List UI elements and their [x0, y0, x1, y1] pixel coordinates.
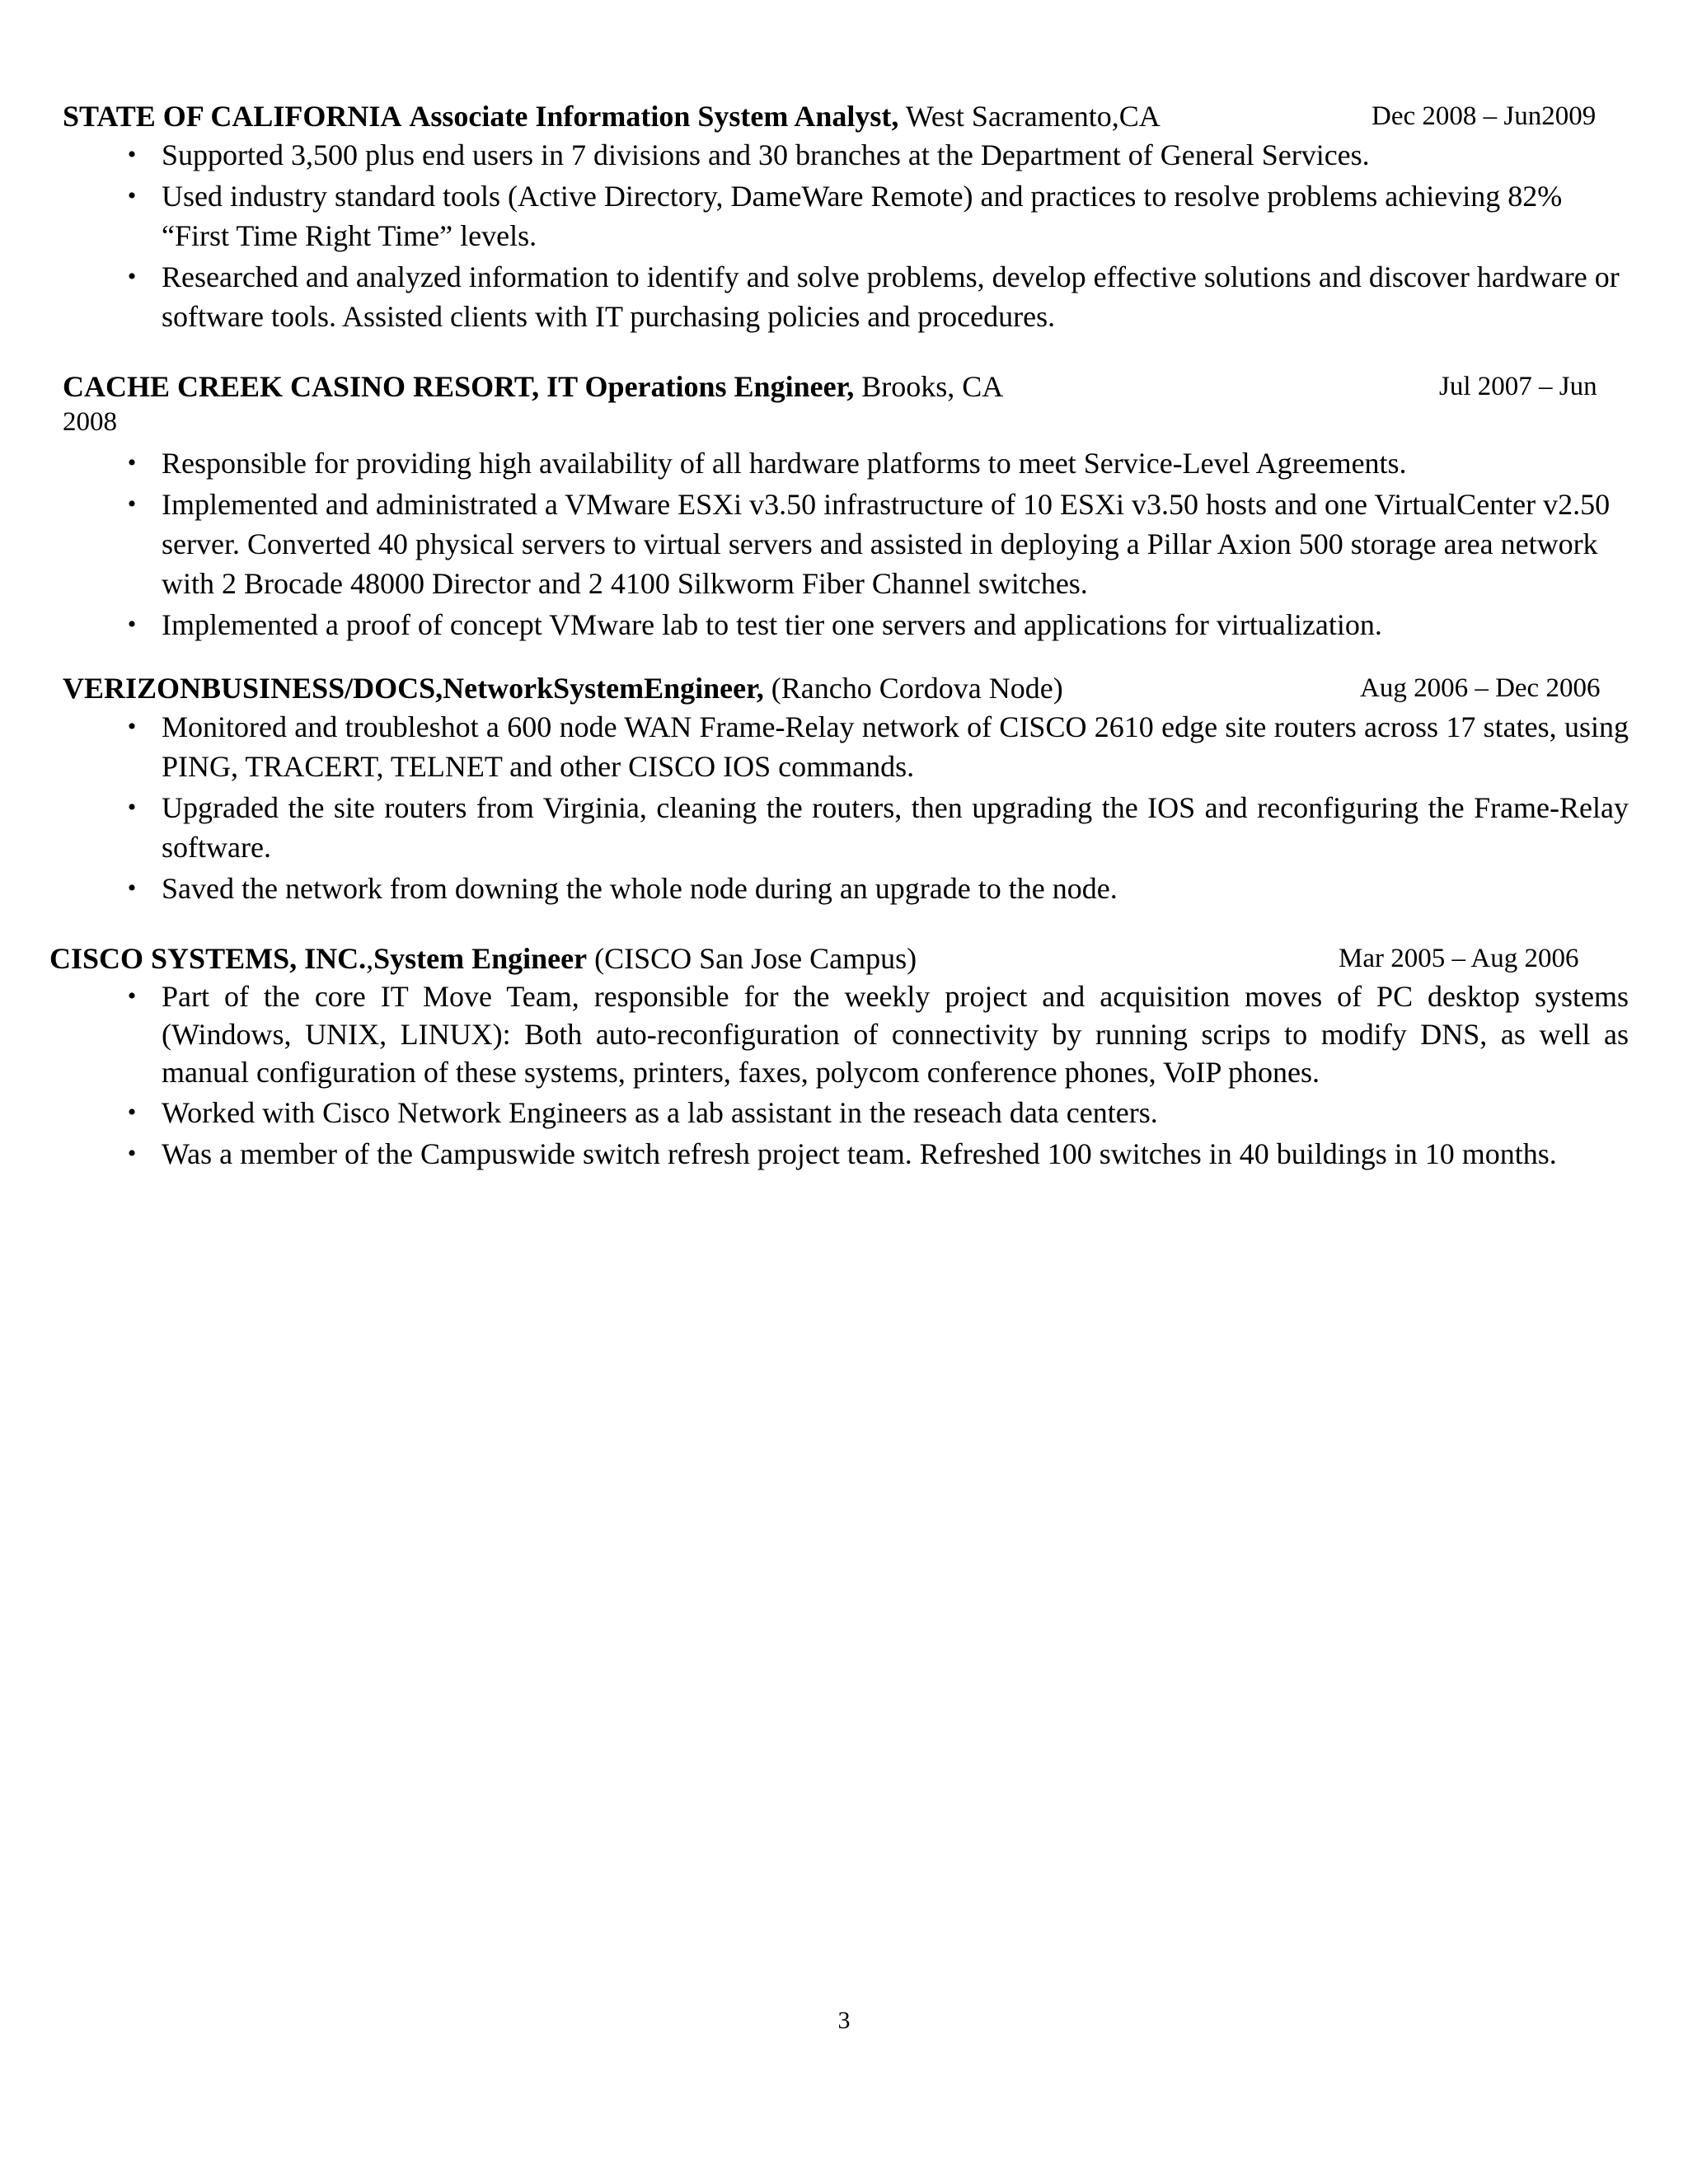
company-name: CACHE CREEK CASINO RESORT,: [63, 370, 540, 403]
bullet-text: Researched and analyzed information to identify and solve problems, develop effective solutions and discover hardware or software tools. Assisted clients with IT purchasing policies and procedures.: [162, 260, 1620, 333]
bullet-icon: •: [127, 263, 137, 290]
company-name: CISCO SYSTEMS, INC.: [49, 942, 367, 975]
bullet-text: Supported 3,500 plus end users in 7 divisions and 30 branches at the Department of General Services.: [162, 138, 1370, 171]
job-entry-cisco-systems: [0, 940, 1688, 1175]
bullet-item: [127, 257, 1637, 336]
bullet-text: Responsible for providing high availability of all hardware platforms to meet Service-Level Agreements.: [162, 447, 1407, 480]
bullet-icon: •: [127, 141, 137, 168]
bullet-item: [127, 485, 1645, 603]
job-dates: Dec 2008 – Jun2009: [1372, 101, 1597, 131]
bullet-item: [127, 869, 1629, 908]
bullet-text: Upgraded the site routers from Virginia, cleaning the routers, then upgrading the IOS and reconfiguring the Frame-Relay software.: [162, 791, 1629, 864]
bullet-text: Monitored and troubleshot a 600 node WAN Frame-Relay network of CISCO 2610 edge site routers across 17 states, using PING, TRACERT, TELNET and other CISCO IOS commands.: [162, 710, 1629, 783]
job-bullets: [127, 443, 1645, 644]
job-title: IT Operations Engineer,: [546, 370, 855, 403]
bullet-icon: •: [127, 1140, 137, 1167]
bullet-item: [127, 788, 1629, 867]
job-header: [0, 368, 1688, 405]
header-separator: ,: [366, 942, 374, 975]
job-entry-verizon-business: [0, 669, 1688, 910]
bullet-item: [127, 977, 1629, 1091]
bullet-item: [127, 176, 1637, 255]
bullet-text: Was a member of the Campuswide switch refresh project team. Refreshed 100 switches in 40 buildings in 10 months.: [162, 1137, 1557, 1170]
bullet-text: Implemented and administrated a VMware ESXi v3.50 infrastructure of 10 ESXi v3.50 hosts and one VirtualCenter v2.50 server. Converted 40 physical servers to virtual servers and assisted in deploying a Pillar Axion 500 storage area network with 2 Brocade 48000 Director and 2 4100 Silkworm Fiber Channel switches.: [162, 488, 1611, 600]
bullet-icon: •: [127, 874, 137, 902]
company-name: VERIZONBUSINESS/DOCS,NetworkSystemEngineer,: [63, 672, 764, 705]
bullet-item: [127, 135, 1637, 175]
job-entry-state-of-california: [0, 97, 1688, 338]
bullet-item: [127, 443, 1645, 483]
job-header: [0, 940, 1688, 977]
bullet-item: [127, 1093, 1629, 1132]
job-dates: Jul 2007 – Jun: [1439, 372, 1597, 401]
bullet-text: Part of the core IT Move Team, responsible for the weekly project and acquisition moves of PC desktop systems (Windows, UNIX, LINUX): Both auto-reconfiguration of connectivity by running scrips to modify DNS, as well as manual configuration of these systems, printers, faxes, polycom conference phones, VoIP phones.: [162, 980, 1629, 1089]
bullet-icon: •: [127, 713, 137, 740]
job-entry-cache-creek: [0, 368, 1688, 646]
bullet-item: [127, 707, 1629, 786]
job-bullets: [127, 977, 1629, 1174]
bullet-icon: •: [127, 449, 137, 476]
bullet-text: Worked with Cisco Network Engineers as a lab assistant in the reseach data centers.: [162, 1096, 1158, 1129]
job-dates: Mar 2005 – Aug 2006: [1339, 944, 1579, 973]
job-location: West Sacramento,CA: [905, 100, 1160, 133]
job-header: [0, 669, 1688, 707]
job-location: (CISCO San Jose Campus): [594, 942, 917, 975]
job-title: Associate Information System Analyst,: [409, 100, 899, 133]
bullet-text: Saved the network from downing the whole node during an upgrade to the node.: [162, 872, 1118, 905]
bullet-icon: •: [127, 490, 137, 518]
job-bullets: [127, 135, 1637, 336]
bullet-item: [127, 605, 1645, 644]
bullet-icon: •: [127, 611, 137, 638]
job-dates: Aug 2006 – Dec 2006: [1360, 673, 1601, 703]
job-header: [0, 97, 1688, 135]
job-title: System Engineer: [373, 942, 588, 975]
job-bullets: [127, 707, 1629, 908]
bullet-text: Implemented a proof of concept VMware lab to test tier one servers and applications for virtualization.: [162, 608, 1382, 641]
bullet-text: Used industry standard tools (Active Directory, DameWare Remote) and practices to resolve problems achieving 82% “First Time Right Time” levels.: [162, 180, 1563, 252]
bullet-icon: •: [127, 182, 137, 209]
company-name: STATE OF CALIFORNIA: [63, 100, 402, 133]
job-location: Brooks, CA: [861, 370, 1004, 403]
page-number: 3: [837, 2007, 851, 2034]
job-location: (Rancho Cordova Node): [771, 672, 1063, 705]
bullet-item: [127, 1134, 1629, 1174]
bullet-icon: •: [127, 794, 137, 821]
bullet-icon: •: [127, 982, 137, 1010]
job-dates-wrap: 2008: [63, 407, 117, 437]
bullet-icon: •: [127, 1099, 137, 1126]
